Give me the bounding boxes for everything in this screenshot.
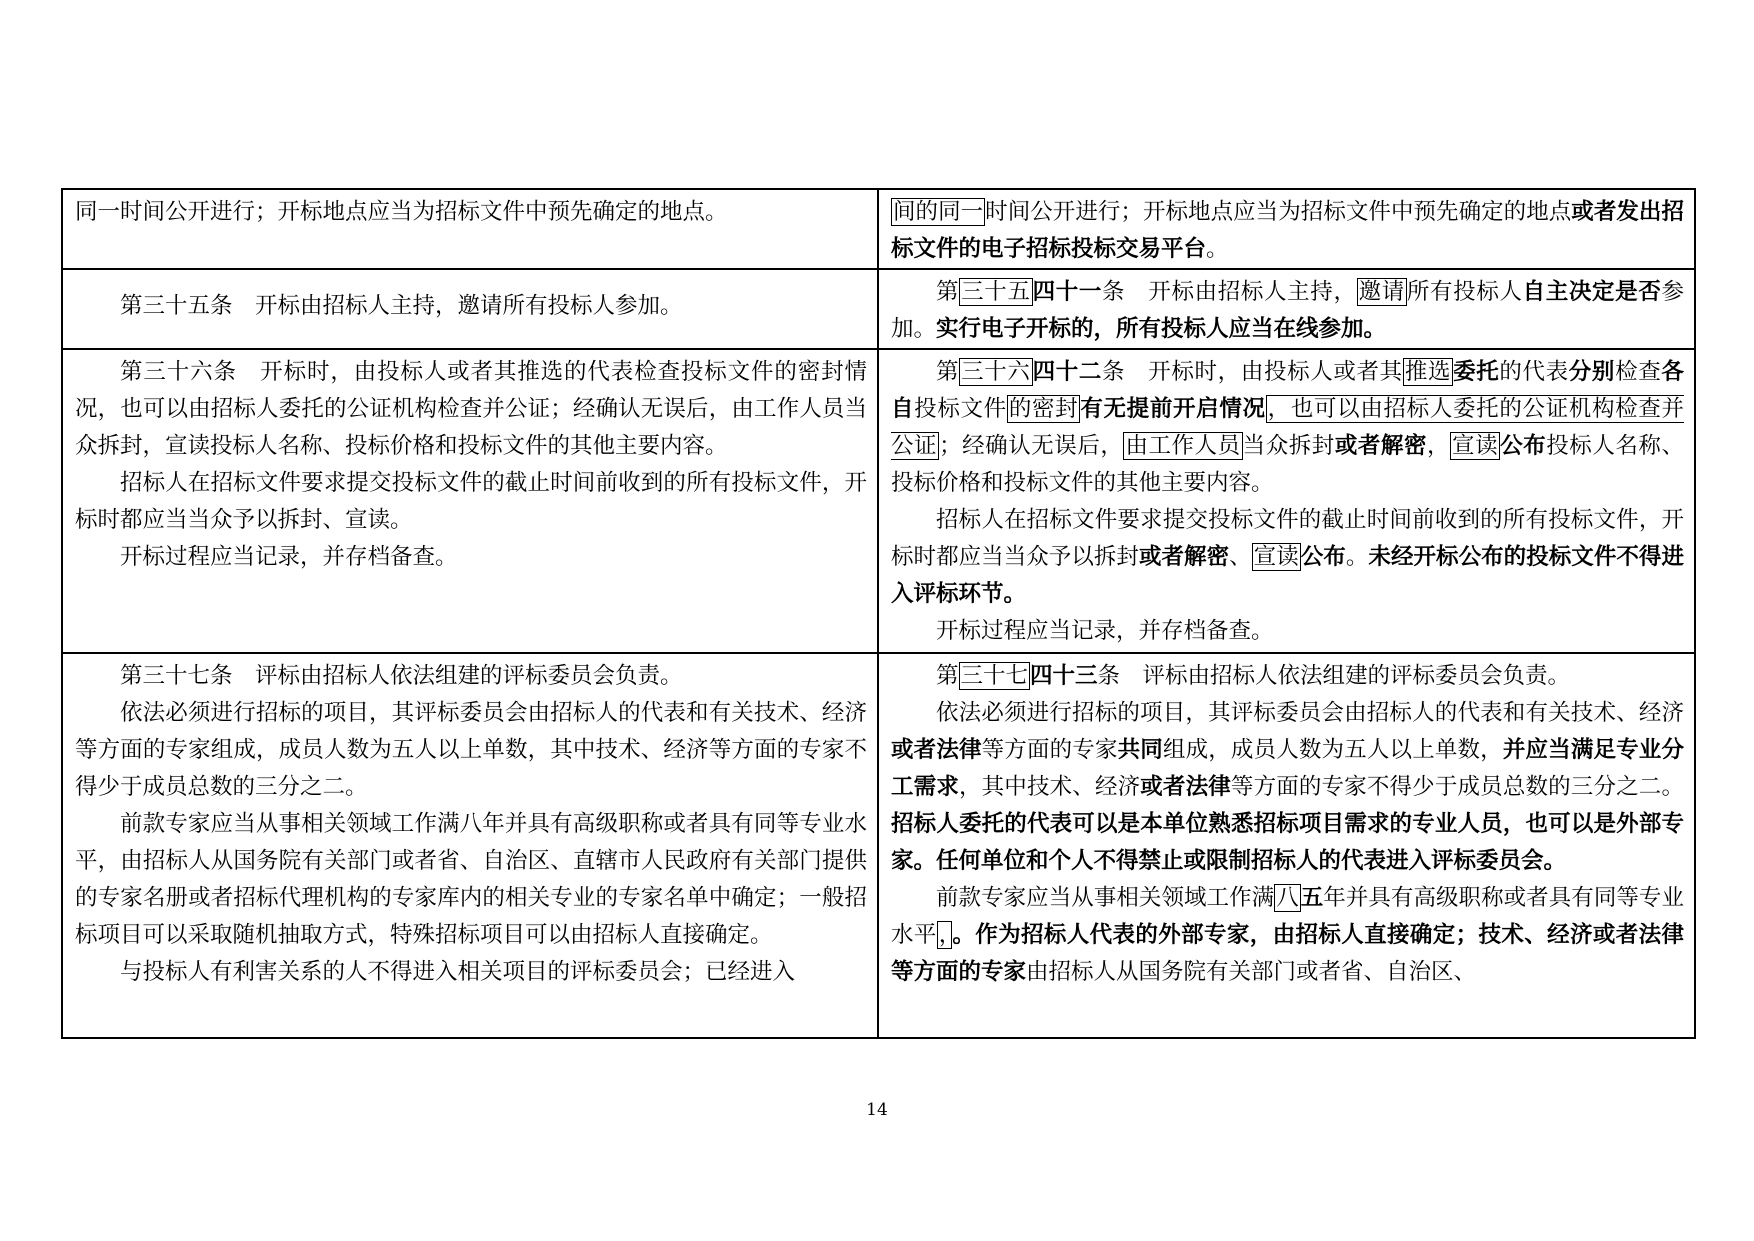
text-segment: 招标人在招标文件要求提交投标文件的截止时间前收到的所有投标文件，开标时都应当当众予以拆封	[891, 507, 1684, 570]
text-segment: 前款专家应当从事相关领域工作满八年并具有高级职称或者具有同等专业水平，由招标人从国务院有关部门或者省、自治区、直辖市人民政府有关部门提供的专家名册或者招标代理机构的专家库内的相关专业的专家名单中确定；一般招标项目可以采取随机抽取方式，特殊招标项目可以由招标人直接确定。	[75, 811, 867, 948]
revised-text-cell	[878, 269, 1695, 349]
added-text: 未经开标公布的投标文件不得进入评标环节。	[891, 544, 1684, 607]
added-text: 自主决定是否	[1522, 279, 1662, 305]
added-text: 四十二	[1032, 359, 1102, 385]
deleted-text-box: 的密封	[1008, 396, 1079, 422]
added-text: 五	[1300, 885, 1324, 911]
added-text: 四十一	[1032, 279, 1103, 305]
revised-text-cell	[878, 349, 1695, 653]
text-segment: 由招标人从国务院有关部门或者省、自治区、	[1026, 959, 1477, 985]
paragraph	[75, 806, 867, 954]
paragraph	[891, 274, 1684, 348]
text-segment: 时间公开进行；开标地点应当为招标文件中预先确定的地点	[985, 199, 1572, 225]
text-segment: 年并具有高级职称或者具有同等专业水平	[891, 885, 1684, 948]
paragraph	[75, 954, 867, 991]
paragraph	[891, 354, 1684, 502]
deleted-text-box: ，	[938, 922, 951, 948]
text-segment: 等方面的专家不得少于成员总数的三分之二。	[1230, 774, 1684, 800]
deleted-text-box: 三十七	[960, 663, 1029, 689]
paragraph	[891, 695, 1684, 880]
added-text: 并应当满足专业分工需求	[891, 737, 1684, 800]
deleted-text-box: 推选	[1404, 359, 1452, 385]
deleted-text-box: 间的同一	[893, 199, 984, 225]
added-text: 实行电子开标的，所有投标人应当在线参加。	[936, 316, 1387, 342]
added-text: 或者法律	[1140, 774, 1231, 800]
text-segment: 投标文件	[914, 396, 1007, 422]
text-segment: 组成，成员人数为五人以上单数，	[1162, 737, 1503, 763]
paragraph	[75, 539, 867, 576]
added-text: 或者法律	[891, 737, 982, 763]
text-segment: 招标人在招标文件要求提交投标文件的截止时间前收到的所有投标文件，开标时都应当当众予以拆封、宣读。	[75, 470, 867, 533]
text-segment: ，	[1427, 433, 1451, 459]
paragraph	[891, 658, 1684, 695]
deleted-text-box: ，也可以由招标人委托的公证机构检查并公证	[891, 396, 1684, 459]
added-text: 或者解密	[1334, 433, 1427, 459]
table-row	[62, 269, 1695, 349]
text-segment: 条 开标时，由投标人或者其	[1101, 359, 1403, 385]
paragraph	[891, 880, 1684, 991]
added-text: 或者发出招标文件的电子招标投标交易平台	[891, 199, 1684, 262]
added-text: 分别	[1568, 359, 1616, 385]
text-segment: 。	[1206, 236, 1229, 262]
added-text: 共同	[1117, 737, 1163, 763]
deleted-text-box: 宣读	[1452, 433, 1499, 459]
text-segment: 等方面的专家	[981, 737, 1118, 763]
paragraph	[75, 465, 867, 539]
text-segment: 依法必须进行招标的项目，其评标委员会由招标人的代表和有关技术、经济	[936, 700, 1684, 726]
paragraph	[75, 194, 867, 231]
original-text-cell	[62, 349, 878, 653]
paragraph	[75, 695, 867, 806]
text-segment: 参加。	[891, 279, 1684, 342]
text-segment: 第三十七条 评标由招标人依法组建的评标委员会负责。	[120, 663, 683, 689]
paragraph	[75, 354, 867, 465]
paragraph	[891, 194, 1684, 268]
paragraph	[75, 288, 867, 325]
table-row	[62, 653, 1695, 1038]
text-segment: 依法必须进行招标的项目，其评标委员会由招标人的代表和有关技术、经济等方面的专家组成，成员人数为五人以上单数，其中技术、经济等方面的专家不得少于成员总数的三分之二。	[75, 700, 867, 800]
deleted-text-box: 三十六	[961, 359, 1031, 385]
text-segment: 开标过程应当记录，并存档备查。	[936, 618, 1274, 644]
text-segment: ；经确认无误后，	[939, 433, 1124, 459]
original-text-cell	[62, 269, 878, 349]
added-text: 公布	[1300, 544, 1346, 570]
text-segment: 投标人名称、投标价格和投标文件的其他主要内容。	[891, 433, 1684, 496]
text-segment: 检查	[1615, 359, 1662, 385]
text-segment: ，其中技术、经济	[958, 774, 1141, 800]
original-text-cell	[62, 653, 878, 1038]
deleted-text-box: 宣读	[1253, 544, 1299, 570]
revised-text-cell	[878, 653, 1695, 1038]
text-segment: 条 开标由招标人主持，	[1102, 279, 1357, 305]
paragraph	[75, 658, 867, 695]
added-text: 公布	[1500, 433, 1547, 459]
added-text: 委托	[1453, 359, 1500, 385]
text-segment: 、	[1229, 544, 1252, 570]
text-segment: 与投标人有利害关系的人不得进入相关项目的评标委员会；已经进入	[120, 959, 796, 985]
added-text: 或者解密	[1138, 544, 1230, 570]
text-segment: 第三十六条 开标时，由投标人或者其推选的代表检查投标文件的密封情况，也可以由招标人委托的公证机构检查并公证；经确认无误后，由工作人员当众拆封，宣读投标人名称、投标价格和投标文件的其他主要内容。	[75, 359, 867, 459]
deleted-text-box: 由工作人员	[1125, 433, 1241, 459]
added-text: 四十三	[1030, 663, 1098, 689]
revised-text-cell	[878, 189, 1695, 269]
text-segment: 同一时间公开进行；开标地点应当为招标文件中预先确定的地点。	[75, 199, 728, 225]
deleted-text-box: 八	[1276, 885, 1299, 911]
text-segment: 当众拆封	[1242, 433, 1335, 459]
added-text: 有无提前开启情况	[1080, 396, 1266, 422]
added-text: 。作为招标人代表的外部专家，由招标人直接确定；技术、经济或者法律等方面的专家	[891, 922, 1684, 985]
added-text: 招标人委托的代表可以是本单位熟悉招标项目需求的专业人员，也可以是外部专家。任何单位和个人不得禁止或限制招标人的代表进入评标委员会。	[891, 811, 1684, 874]
deleted-text-box: 邀请	[1358, 279, 1405, 305]
comparison-table	[61, 188, 1696, 1039]
text-segment: 的代表	[1499, 359, 1569, 385]
page-number: 14	[866, 1100, 888, 1120]
original-text-cell	[62, 189, 878, 269]
text-segment: 所有投标人	[1406, 279, 1523, 305]
text-segment: 前款专家应当从事相关领域工作满	[936, 885, 1275, 911]
text-segment: 第	[936, 279, 960, 305]
table-row	[62, 349, 1695, 653]
text-segment: 第三十五条 开标由招标人主持，邀请所有投标人参加。	[120, 293, 683, 319]
text-segment: 第	[936, 359, 960, 385]
text-segment: 开标过程应当记录，并存档备查。	[120, 544, 458, 570]
paragraph	[891, 613, 1684, 650]
deleted-text-box: 三十五	[961, 279, 1031, 305]
paragraph	[891, 502, 1684, 613]
table-row	[62, 189, 1695, 269]
text-segment: 条 评标由招标人依法组建的评标委员会负责。	[1097, 663, 1571, 689]
added-text: 各自	[891, 359, 1684, 422]
text-segment: 。	[1345, 544, 1369, 570]
text-segment: 第	[936, 663, 959, 689]
